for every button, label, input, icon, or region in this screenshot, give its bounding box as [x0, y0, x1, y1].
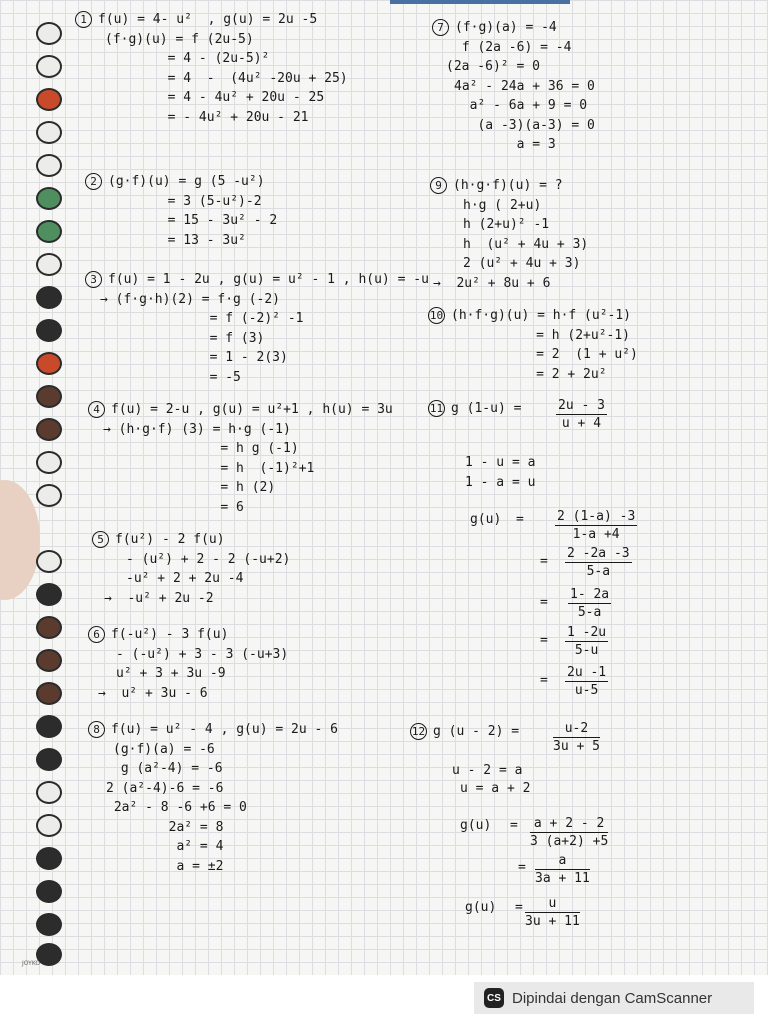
problem-8: [88, 720, 338, 876]
problem-7-line: a = 3: [454, 137, 556, 152]
problem-10-line: = h (2+u²-1): [450, 327, 631, 343]
problem-3: [85, 270, 429, 387]
problem-5-line: -u² + 2 + 2u -4: [126, 571, 244, 586]
problem-1-line: = - 4u² + 20u - 21: [105, 109, 309, 125]
problem-number: 9: [430, 177, 447, 194]
spiral-binding: [30, 0, 70, 975]
problem-4-line: = h g (-1): [103, 441, 299, 456]
problem-1-line: = 4 - (2u-5)²: [105, 51, 270, 66]
problem-4-line: = h (-1)²+1: [103, 460, 315, 476]
problem-5: [92, 530, 290, 608]
problem-6: [88, 625, 288, 703]
problem-3-line: = -5: [100, 369, 241, 385]
problem-5-line: - (u²) + 2 - 2 (-u+2): [126, 551, 291, 567]
top-edge-strip: [390, 0, 570, 4]
problem-7-line: f (2a -6) = -4: [454, 39, 572, 55]
problem-5-line: → -u² + 2u -2: [104, 590, 214, 606]
problem-8-line: (g·f)(a) = -6: [113, 741, 215, 757]
problem-1: [75, 10, 348, 127]
problem-4-line: = h (2): [103, 480, 276, 495]
watermark-text: Dipindai dengan CamScanner: [512, 989, 713, 1007]
problem-12-head: 12 g (u - 2) =: [411, 724, 520, 739]
problem-3-line: = f (-2)² -1: [100, 311, 304, 326]
problem-3-line: = 1 - 2(3): [100, 350, 288, 365]
problem-8-line: 2a² - 8 -6 +6 = 0: [106, 800, 247, 815]
problem-7: [432, 18, 595, 155]
problem-11-sub: 1 - a = u: [465, 475, 536, 490]
problem-8-line: 8 f(u) = u² - 4 , g(u) = 2u - 6: [88, 720, 338, 740]
problem-7-line: 7 (f·g)(a) = -4: [432, 18, 595, 38]
problem-7-line: (a -3)(a-3) = 0: [454, 117, 595, 133]
problem-number: 8: [88, 721, 105, 738]
problem-1-line: 1 f(u) = 4- u² , g(u) = 2u -5: [75, 10, 348, 30]
problem-11-step: $\frac{2 (1-a) -3}{1-a +4}$: [557, 509, 636, 542]
problem-6-line: - (-u²) + 3 - 3 (-u+3): [116, 646, 289, 662]
problem-9-line: 9 (h·g·f)(u) = ?: [430, 176, 588, 196]
problem-7-line: a² - 6a + 9 = 0: [454, 98, 588, 113]
problem-11-head-fraction: $\frac{2u - 3}{u + 4}$: [558, 398, 605, 431]
problem-number: 2: [85, 173, 102, 190]
problem-11-step: $\frac{1- 2a}{5-a}$: [570, 587, 610, 620]
problem-9-line: h (u² + 4u + 3): [463, 236, 589, 252]
problem-9-line: h (2+u)² -1: [463, 217, 550, 232]
problem-4-line: = 6: [103, 499, 244, 515]
problem-11-g-label: g(u): [470, 512, 502, 527]
problem-12-final: $\frac{u}{3u + 11}$: [525, 896, 580, 929]
problem-10-line: 10 (h·f·g)(u) = h·f (u²-1): [429, 308, 632, 323]
problem-2-line: = 13 - 3u²: [105, 232, 246, 248]
problem-4: [88, 400, 393, 517]
problem-12-g-label: g(u): [460, 818, 492, 833]
problem-number: 10: [429, 309, 444, 322]
problem-2-line: = 15 - 3u² - 2: [105, 213, 278, 228]
problem-number: 6: [88, 626, 105, 643]
problem-number: 3: [85, 271, 102, 288]
problem-number: 1: [75, 11, 92, 28]
problem-10-line: = 2 (1 + u²): [450, 347, 638, 362]
problem-number: 12: [411, 725, 426, 738]
notebook-brand: JOYKO: [22, 960, 41, 967]
problem-number: 4: [88, 401, 105, 418]
problem-7-line: (2a -6)² = 0: [446, 59, 540, 74]
problem-12-head-fraction: $\frac{u-2}{3u + 5}$: [553, 721, 600, 754]
problem-9-line: → 2u² + 8u + 6: [433, 275, 551, 291]
problem-12-final-label: g(u): [465, 900, 497, 915]
problem-1-line: = 4 - 4u² + 20u - 25: [105, 90, 325, 105]
problem-12-sub: u - 2 = a: [452, 763, 523, 778]
problem-12-step: $\frac{a}{3a + 11}$: [535, 853, 590, 886]
problem-2-line: = 3 (5-u²)-2: [105, 193, 262, 209]
problem-11-step: $\frac{2u -1}{u-5}$: [567, 665, 607, 698]
problem-number: 5: [92, 531, 109, 548]
problem-9: [430, 176, 588, 293]
problem-10: [428, 306, 638, 384]
problem-12-step: $\frac{a + 2 - 2}{3 (a+2) +5}$: [530, 816, 609, 849]
notebook-page: 1 f(u) = 4- u² , g(u) = 2u -5 (f·g)(u) = f (2u-5) = 4 - (2u-5)² = 4 - (4u² -20u + 25) = 4 - 4u² + 20u - 25 = - 4u² + 20u - 21 2 (g·f)(u) = g (5 -u²) = 3 (5-u²)-2 = 15 - 3u² - 2 = 13 - 3u² 3 f(u) = 1 - 2u , g(u) = u² - 1 , h(u) = -u → (f·g·h)(2) = f·g (-2) = f (-2)² -1 = f (3) = 1 - 2(3) = -5 4 f(u) = 2-u , g(u) = u²+1 , h(u) = 3u → (h·g·f) (3) = h·g (-1) = h g (-1) = h (-1)²+1 = h (2) = 6 5 f(u²) - 2 f(u) - (u²) + 2 - 2 (-u+2) -u² + 2 + 2u -4 → -u² + 2u -2 6 f(-u²) - 3 f(u) - (-u²) + 3 - 3 (-u+3) u² + 3 + 3u -9 → u² + 3u - 6 8 f(u) = u² - 4 , g(u) = 2u - 6 (g·f)(a) = -6 g (a²-4) = -6 2 (a²-4)-6 = -6 2a² - 8 -6 +6 = 0 2a² = 8 a² = 4 a = ±2 7 (f·g)(a) = -4 f (2a -6) = -4 (2a -6)² = 0 4a² - 24a + 36 = 0 a² - 6a + 9 = 0 (a -3)(a-3) = 0 a = 3 9 (h·g·f)(u) = ? h·g ( 2+u) h (2+u)² -1 h (u² + 4u + 3) 2 (u² + 4u + 3) → 2u² + 8u + 6 10 (h·f·g)(u) = h·f (u²-1) = h (2+u²-1) = 2 (1 + u²) = 2 + 2u² 11 g (1-u) = $\frac{2u - 3}{u + 4}$ 1 - u = a 1 - a = u g(u) = $\frac{2 (1-a) -3}{1-a +4}$ = $\frac{2 -2a -3}{5-a}$ = $\frac{1- 2a}{5-a}$ = $\frac{1 -2u}{5-u}$ = $\frac{2u -1}{u-5}$ 12 g (u - 2) = $\frac{u-2}{3u + 5}$ u - 2 = a u = a + 2 g(u) = $\frac{a + 2 - 2}{3 (a+2) +5}$ = $\frac{a}{3a + 11}$ g(u) = $\frac{u}{3u + 11}$ JOYKO: [0, 0, 768, 975]
problem-11-head: 11 g (1-u) =: [429, 401, 522, 416]
problem-6-line: → u² + 3u - 6: [98, 685, 208, 701]
problem-6-line: 6 f(-u²) - 3 f(u): [88, 625, 288, 645]
problem-8-line: a² = 4: [106, 839, 224, 854]
problem-9-line: 2 (u² + 4u + 3): [463, 256, 581, 271]
problem-12-sub: u = a + 2: [460, 781, 531, 796]
problem-10-line: = 2 + 2u²: [450, 366, 607, 382]
problem-2-line: 2 (g·f)(u) = g (5 -u²): [85, 172, 277, 192]
problem-number: 11: [429, 402, 444, 415]
problem-8-line: 2 (a²-4)-6 = -6: [106, 780, 224, 796]
problem-1-line: (f·g)(u) = f (2u-5): [105, 31, 254, 47]
problem-7-line: 4a² - 24a + 36 = 0: [454, 78, 595, 94]
problem-4-line: → (h·g·f) (3) = h·g (-1): [103, 421, 291, 437]
problem-4-line: 4 f(u) = 2-u , g(u) = u²+1 , h(u) = 3u: [88, 400, 393, 420]
problem-number: 7: [432, 19, 449, 36]
camscanner-watermark: [474, 982, 754, 1014]
problem-5-line: 5 f(u²) - 2 f(u): [92, 530, 290, 550]
problem-11-step: $\frac{2 -2a -3}{5-a}$: [567, 546, 630, 579]
problem-8-line: 2a² = 8: [106, 819, 224, 835]
problem-8-line: a = ±2: [106, 858, 224, 874]
problem-2: [85, 172, 277, 250]
problem-1-line: = 4 - (4u² -20u + 25): [105, 70, 348, 86]
problem-8-line: g (a²-4) = -6: [113, 761, 223, 776]
problem-9-line: h·g ( 2+u): [463, 197, 542, 213]
problem-6-line: u² + 3 + 3u -9: [116, 666, 226, 681]
problem-3-line: = f (3): [100, 330, 265, 346]
problem-11-sub: 1 - u = a: [465, 455, 536, 470]
camscanner-logo-icon: CS: [484, 988, 504, 1008]
problem-3-line: 3 f(u) = 1 - 2u , g(u) = u² - 1 , h(u) = -u: [85, 270, 429, 290]
problem-3-line: → (f·g·h)(2) = f·g (-2): [100, 291, 281, 307]
problem-11-step: $\frac{1 -2u}{5-u}$: [567, 625, 607, 658]
